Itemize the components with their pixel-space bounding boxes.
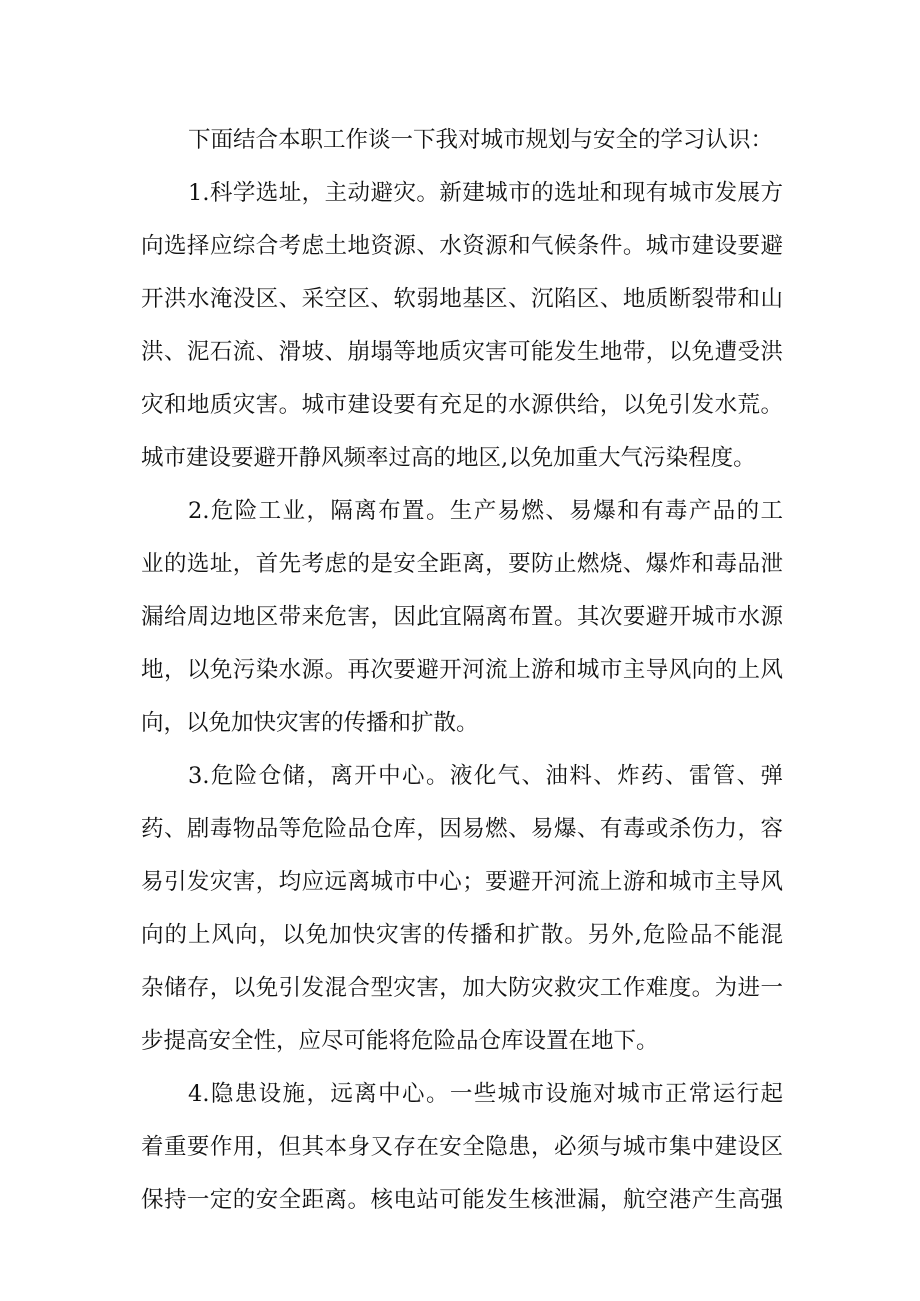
section-4-line: 保持一定的安全距离。核电站可能发生核泄漏，航空港产生高强 <box>141 1187 783 1213</box>
section-4-heading-line: 4.隐患设施，远离中心。一些城市设施对城市正常运行起 <box>188 1081 783 1107</box>
section-3-line: 步提高安全性，应尽可能将危险品仓库设置在地下。 <box>141 1028 659 1054</box>
section-3-line: 药、剧毒物品等危险品仓库，因易燃、易爆、有毒或杀伤力，容 <box>141 816 783 842</box>
section-3-line: 杂储存，以免引发混合型灾害，加大防灾救灾工作难度。为进一 <box>141 975 783 1001</box>
section-4-line: 着重要作用，但其本身又存在安全隐患，必须与城市集中建设区 <box>141 1134 783 1160</box>
intro-line: 下面结合本职工作谈一下我对城市规划与安全的学习认识： <box>188 127 774 153</box>
section-3-heading-line: 3.危险仓储，离开中心。液化气、油料、炸药、雷管、弹 <box>188 763 783 789</box>
section-2-line: 漏给周边地区带来危害，因此宜隔离布置。其次要避开城市水源 <box>141 604 783 630</box>
section-2-line: 地，以免污染水源。再次要避开河流上游和城市主导风向的上风 <box>141 657 783 683</box>
section-1-line: 向选择应综合考虑土地资源、水资源和气候条件。城市建设要避 <box>141 233 783 259</box>
section-1-line: 城市建设要避开静风频率过高的地区,以免加重大气污染程度。 <box>141 445 756 471</box>
section-1-heading-line: 1.科学选址，主动避灾。新建城市的选址和现有城市发展方 <box>188 180 783 206</box>
section-2-line: 向，以免加快灾害的传播和扩散。 <box>141 710 479 736</box>
section-1-line: 开洪水淹没区、采空区、软弱地基区、沉陷区、地质断裂带和山 <box>141 286 783 312</box>
section-2-line: 业的选址，首先考虑的是安全距离，要防止燃烧、爆炸和毒品泄 <box>141 551 783 577</box>
section-3-line: 向的上风向，以免加快灾害的传播和扩散。另外,危险品不能混 <box>141 922 783 948</box>
section-1-line: 灾和地质灾害。城市建设要有充足的水源供给，以免引发水荒。 <box>141 392 783 418</box>
section-3-line: 易引发灾害，均应远离城市中心；要避开河流上游和城市主导风 <box>141 869 783 895</box>
section-2-heading-line: 2.危险工业，隔离布置。生产易燃、易爆和有毒产品的工 <box>188 498 783 524</box>
section-1-line: 洪、泥石流、滑坡、崩塌等地质灾害可能发生地带，以免遭受洪 <box>141 339 783 365</box>
